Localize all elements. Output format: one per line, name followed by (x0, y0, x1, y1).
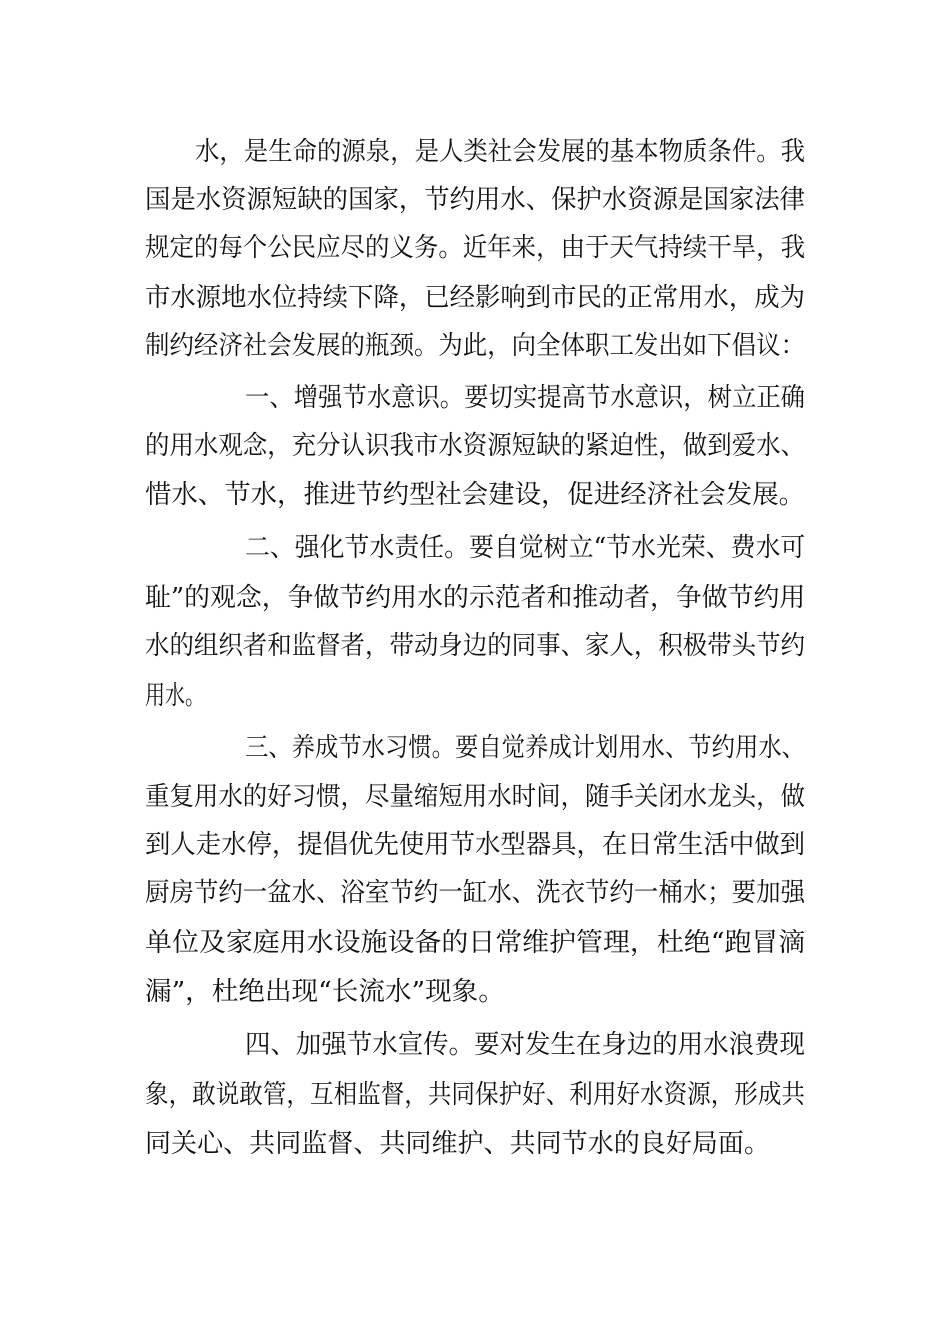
line-19: 四、加强节水宣传。要对发生在身边的用水浪费现 (245, 1030, 806, 1060)
line-15: 到人走水停，提倡优先使用节水型器具，在日常生活中做到 (145, 830, 805, 860)
line-16: 厨房节约一盆水、浴室节约一缸水、洗衣节约一桶水；要加强 (145, 878, 806, 908)
line-18: 漏”，杜绝出现“长流水”现象。 (145, 977, 505, 1007)
line-5: 制约经济社会发展的瓶颈。为此，向全体职工发出如下倡议： (145, 331, 806, 361)
line-9: 二、强化节水责任。要自觉树立“节水光荣、费水可 (245, 533, 806, 563)
line-7: 的用水观念，充分认识我市水资源短缺的紧迫性，做到爱水、 (145, 431, 806, 461)
line-12: 用水。 (145, 681, 206, 711)
line-4: 市水源地水位持续下降，已经影响到市民的正常用水，成为 (145, 283, 805, 313)
line-21: 同关心、共同监督、共同维护、共同节水的良好局面。 (145, 1129, 771, 1159)
line-2: 国是水资源短缺的国家，节约用水、保护水资源是国家法律 (145, 185, 805, 215)
line-14: 重复用水的好习惯，尽量缩短用水时间，随手关闭水龙头，做 (145, 782, 806, 812)
line-8: 惜水、节水，推进节约型社会建设，促进经济社会发展。 (145, 480, 806, 510)
line-11: 水的组织者和监督者，带动身边的同事、家人，积极带头节约 (145, 631, 806, 661)
line-10: 耻”的观念，争做节约用水的示范者和推动者，争做节约用 (145, 583, 806, 613)
line-17: 单位及家庭用水设施设备的日常维护管理，杜绝“跑冒滴 (145, 928, 806, 958)
line-6: 一、增强节水意识。要切实提高节水意识，树立正确 (245, 383, 806, 413)
line-20: 象，敢说敢管，互相监督，共同保护好、利用好水资源，形成共 (145, 1080, 806, 1110)
line-13: 三、养成节水习惯。要自觉养成计划用水、节约用水、 (245, 733, 805, 763)
line-3: 规定的每个公民应尽的义务。近年来，由于天气持续干旱，我 (145, 233, 806, 263)
line-1: 水，是生命的源泉，是人类社会发展的基本物质条件。我 (195, 137, 806, 167)
